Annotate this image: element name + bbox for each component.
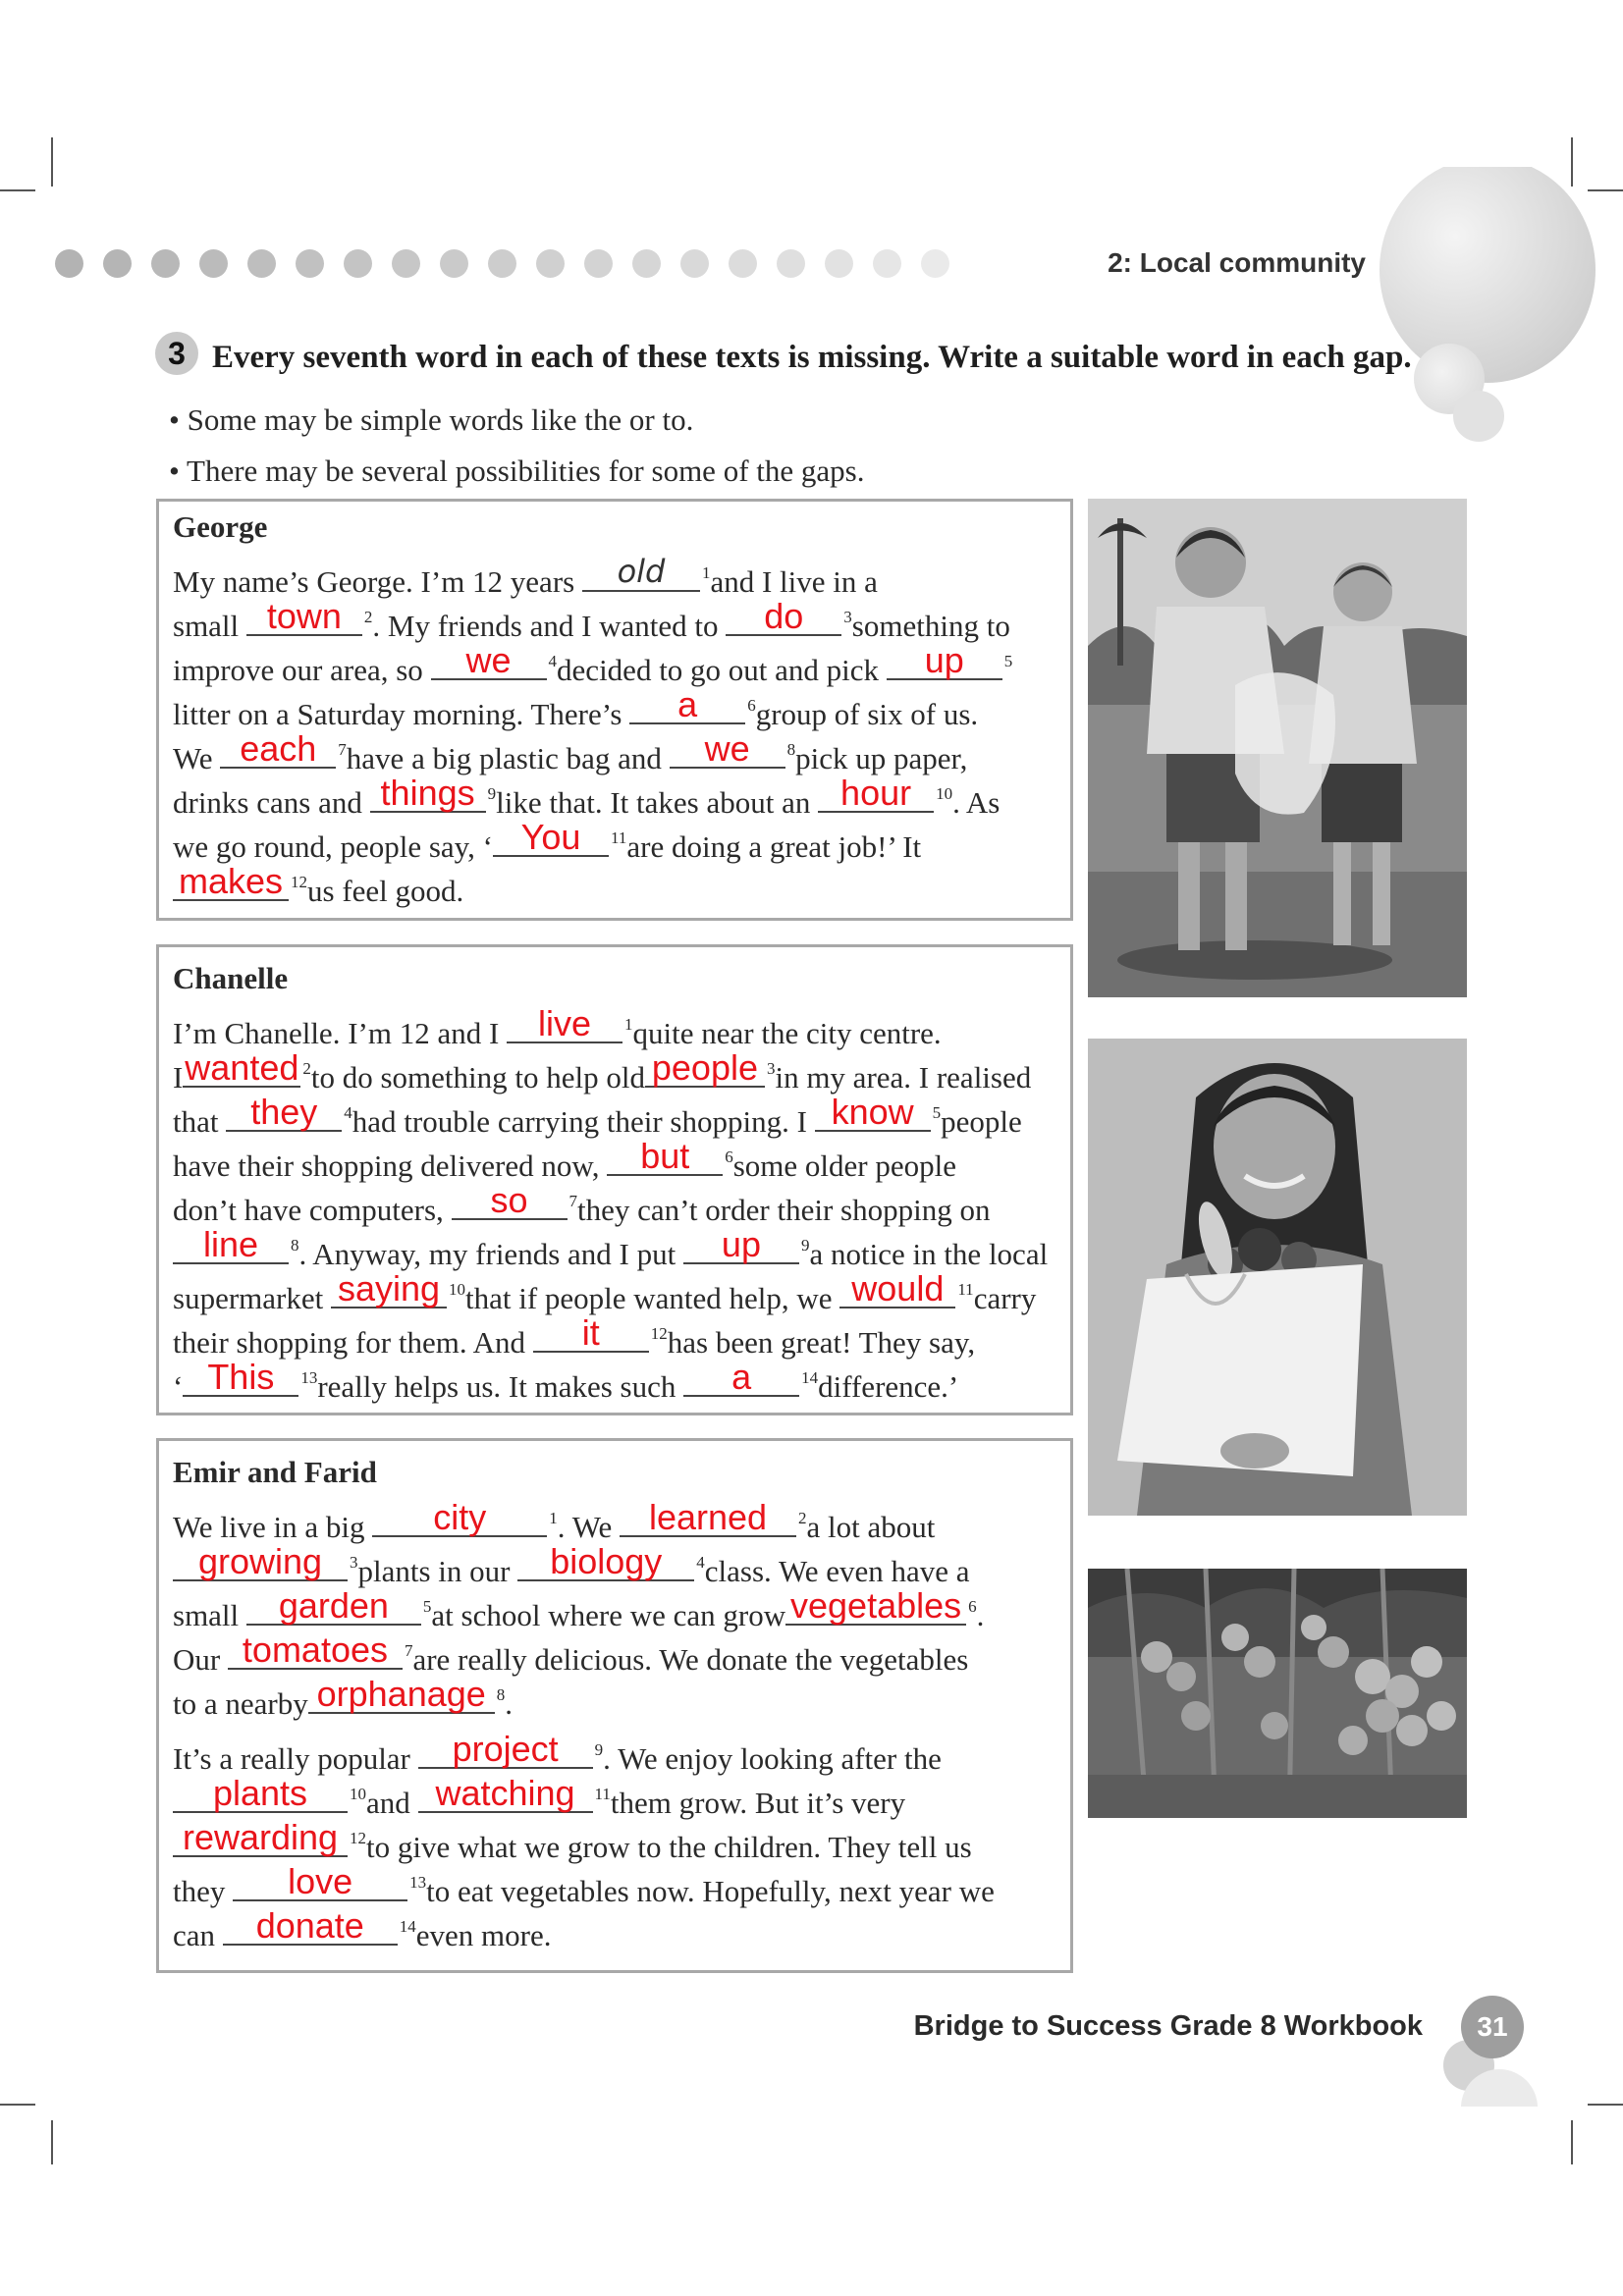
gap-answer: we	[465, 640, 512, 680]
gap-field[interactable]	[418, 1773, 593, 1813]
gap-answer: makes	[178, 861, 284, 901]
gap-field[interactable]	[683, 1357, 799, 1397]
gap-field[interactable]	[507, 1003, 622, 1043]
gap-answer: they	[250, 1092, 318, 1132]
text-line: they love $^{13}$to eat vegetables now. Hopefully, next year we	[173, 1861, 995, 1908]
gap-field[interactable]	[726, 596, 841, 636]
crop-mark	[51, 2120, 53, 2164]
gap-answer: plants	[212, 1773, 308, 1813]
photo-girl-shopping-bag-image	[1088, 1039, 1467, 1516]
text-box-chanelle	[156, 944, 1073, 1415]
gap-answer: we	[704, 728, 750, 769]
decorative-circle-large	[1380, 157, 1596, 383]
gap-answer: line	[202, 1224, 259, 1264]
gap-field[interactable]	[173, 1817, 348, 1857]
text-line: ‘ This $^{13}$really helps us. It makes such a $^{14}$difference.’	[173, 1357, 959, 1404]
photo-boys-litter-image	[1088, 499, 1467, 997]
text-line: have their shopping delivered now, but $^6$some older people	[173, 1136, 956, 1183]
crop-mark	[1571, 2120, 1573, 2164]
box-title: Emir and Farid	[173, 1455, 377, 1489]
gap-field[interactable]	[173, 1541, 348, 1581]
header-dot	[488, 249, 516, 278]
text-line: My name’s George. I’m 12 years old $^1$and I live in a	[173, 553, 878, 599]
gap-field[interactable]	[418, 1729, 593, 1769]
gap-field[interactable]	[620, 1497, 796, 1537]
box-title: George	[173, 509, 268, 544]
photo-boys-litter	[1088, 499, 1467, 997]
text-line: I’m Chanelle. I’m 12 and I live $^1$quite near the city centre.	[173, 1003, 942, 1050]
gap-answer: up	[721, 1224, 761, 1264]
crop-mark	[0, 2104, 35, 2106]
header-dot	[825, 249, 853, 278]
header-dot	[103, 249, 132, 278]
header-dot	[151, 249, 180, 278]
text-line: that they $^4$had trouble carrying their shopping. I know $^5$people	[173, 1092, 1022, 1139]
gap-field[interactable]	[645, 1047, 765, 1088]
photo-girl-shopping-bag	[1088, 1039, 1467, 1516]
gap-field[interactable]	[431, 640, 547, 680]
gap-field[interactable]	[173, 1224, 289, 1264]
gap-field[interactable]	[493, 817, 609, 857]
gap-answer: up	[924, 640, 964, 680]
gap-field[interactable]	[887, 640, 1002, 680]
gap-field[interactable]	[533, 1312, 649, 1353]
gap-field[interactable]	[372, 1497, 547, 1537]
gap-field[interactable]	[226, 1092, 342, 1132]
gap-answer: hour	[840, 773, 912, 813]
box-title: Chanelle	[173, 961, 289, 995]
crop-mark	[1588, 189, 1623, 191]
text-line: drinks cans and things $^9$like that. It takes about an hour $^{10}$. As	[173, 773, 1001, 820]
header-dot	[584, 249, 613, 278]
crop-mark	[1571, 137, 1573, 187]
instruction-bullet: • Some may be simple words like the or to.	[169, 402, 694, 437]
gap-answer: biology	[550, 1541, 663, 1581]
gap-field[interactable]	[815, 1092, 931, 1132]
exercise-number-badge: 3	[155, 332, 198, 375]
gap-field[interactable]	[228, 1629, 403, 1670]
gap-answer: town	[266, 596, 342, 636]
header-dot	[680, 249, 709, 278]
gap-answer: city	[433, 1497, 487, 1537]
text-line: It’s a really popular project $^9$. We enjoy looking after the	[173, 1729, 942, 1776]
header-dot	[296, 249, 324, 278]
gap-field[interactable]	[233, 1861, 407, 1901]
header-dot-row	[55, 249, 949, 278]
text-line: rewarding $^{12}$to give what we grow to the children. They tell us	[173, 1822, 972, 1865]
gap-answer: vegetables	[790, 1585, 962, 1626]
gap-field[interactable]	[370, 773, 486, 813]
header-dot	[921, 249, 949, 278]
gap-field[interactable]	[331, 1268, 447, 1308]
gap-answer: project	[452, 1729, 559, 1769]
text-line: We live in a big city $^1$. We learned $^2$a lot about	[173, 1497, 936, 1544]
text-line: makes $^{12}$us feel good.	[173, 866, 463, 909]
gap-answer: would	[851, 1268, 945, 1308]
text-line: small garden $^5$at school where we can grow vegetables $^6$.	[173, 1585, 985, 1632]
gap-field[interactable]	[818, 773, 934, 813]
gap-answer: it	[581, 1312, 600, 1353]
gap-answer: donate	[255, 1905, 364, 1946]
gap-answer: each	[240, 728, 317, 769]
header-dot	[777, 249, 805, 278]
gap-field[interactable]	[683, 1224, 799, 1264]
footer-book-title: Bridge to Success Grade 8 Workbook	[913, 2010, 1423, 2042]
text-line: we go round, people say, ‘ You $^{11}$are doing a great job!’ It	[173, 817, 922, 864]
gap-answer: growing	[197, 1541, 323, 1581]
text-line: line $^8$. Anyway, my friends and I put up $^9$a notice in the local	[173, 1229, 1048, 1272]
gap-answer: people	[651, 1047, 758, 1088]
text-line: don’t have computers, so $^7$they can’t order their shopping on	[173, 1180, 991, 1227]
text-line: small town $^2$. My friends and I wanted to do $^3$something to	[173, 596, 1010, 643]
text-line: improve our area, so we $^4$decided to go out and pick up $^5$	[173, 640, 1013, 687]
header-dot	[440, 249, 468, 278]
gap-field[interactable]	[246, 1585, 421, 1626]
text-box-emir-farid	[156, 1438, 1073, 1973]
gap-answer: rewarding	[182, 1817, 339, 1857]
header-dot	[55, 249, 83, 278]
gap-answer: so	[490, 1180, 528, 1220]
text-line: We each $^7$have a big plastic bag and we $^8$pick up paper,	[173, 728, 968, 775]
crop-mark	[51, 137, 53, 187]
photo-tomato-plants-image	[1088, 1569, 1467, 1818]
text-line: growing $^3$plants in our biology $^4$class. We even have a	[173, 1546, 970, 1589]
header-dot	[729, 249, 757, 278]
gap-field[interactable]	[582, 553, 700, 592]
gap-field[interactable]	[223, 1905, 398, 1946]
gap-answer: orphanage	[316, 1674, 486, 1714]
gap-answer: a	[731, 1357, 752, 1397]
crop-mark	[1588, 2104, 1623, 2106]
gap-answer: learned	[648, 1497, 768, 1537]
header-dot	[392, 249, 420, 278]
gap-field[interactable]	[607, 1136, 723, 1176]
gap-answer: things	[380, 773, 475, 813]
header-dot	[344, 249, 372, 278]
header-dot	[247, 249, 276, 278]
gap-answer: do	[764, 596, 804, 636]
gap-answer: This	[207, 1357, 275, 1397]
text-line: Our tomatoes $^7$are really delicious. We donate the vegetables	[173, 1629, 969, 1677]
gap-field[interactable]	[839, 1268, 955, 1308]
text-line: to a nearby orphanage $^8$.	[173, 1674, 513, 1721]
gap-answer: live	[538, 1003, 592, 1043]
text-line: plants $^{10}$and watching $^{11}$them grow. But it’s very	[173, 1778, 905, 1821]
gap-answer: love	[288, 1861, 353, 1901]
gap-field[interactable]	[246, 596, 362, 636]
instruction-bullet: • There may be several possibilities for some of the gaps.	[169, 454, 865, 488]
gap-field[interactable]	[173, 1773, 348, 1813]
gap-answer: You	[520, 817, 581, 857]
header-dot	[632, 249, 661, 278]
header-dot	[199, 249, 228, 278]
decorative-circle-footer	[1461, 2069, 1538, 2146]
gap-field[interactable]	[183, 1047, 300, 1088]
exercise-instruction: Every seventh word in each of these texts is missing. Write a suitable word in each gap.	[212, 340, 1412, 375]
gap-answer: know	[831, 1092, 914, 1132]
gap-field[interactable]	[452, 1180, 568, 1220]
gap-field[interactable]	[517, 1541, 694, 1581]
section-label: 2: Local community	[1108, 247, 1366, 278]
gap-field[interactable]	[308, 1674, 495, 1714]
crop-mark	[0, 189, 35, 191]
photo-tomato-plants	[1088, 1569, 1467, 1818]
text-line: litter on a Saturday morning. There’s a $^6$group of six of us.	[173, 684, 979, 731]
gap-field[interactable]	[173, 861, 289, 901]
gap-field[interactable]	[220, 728, 336, 769]
gap-field[interactable]	[670, 728, 785, 769]
page-number: 31	[1461, 1996, 1524, 2058]
text-line: supermarket saying $^{10}$that if people wanted help, we would $^{11}$carry	[173, 1268, 1037, 1315]
gap-answer: wanted	[185, 1047, 299, 1088]
gap-answer: old	[617, 553, 666, 590]
text-line: I wanted $^2$to do something to help old people $^3$in my area. I realised	[173, 1047, 1032, 1095]
header-dot	[536, 249, 565, 278]
gap-field[interactable]	[785, 1585, 966, 1626]
text-line: their shopping for them. And it $^{12}$has been great! They say,	[173, 1312, 976, 1360]
gap-answer: a	[677, 684, 698, 724]
header-dot	[873, 249, 901, 278]
text-box-george	[156, 499, 1073, 921]
gap-answer: watching	[435, 1773, 575, 1813]
gap-answer: but	[640, 1136, 690, 1176]
gap-answer: saying	[337, 1268, 440, 1308]
decorative-circle-tiny	[1453, 391, 1504, 442]
gap-field[interactable]	[183, 1357, 298, 1397]
gap-answer: tomatoes	[242, 1629, 388, 1670]
gap-field[interactable]	[629, 684, 745, 724]
text-line: can donate $^{14}$even more.	[173, 1905, 552, 1952]
gap-answer: garden	[278, 1585, 389, 1626]
